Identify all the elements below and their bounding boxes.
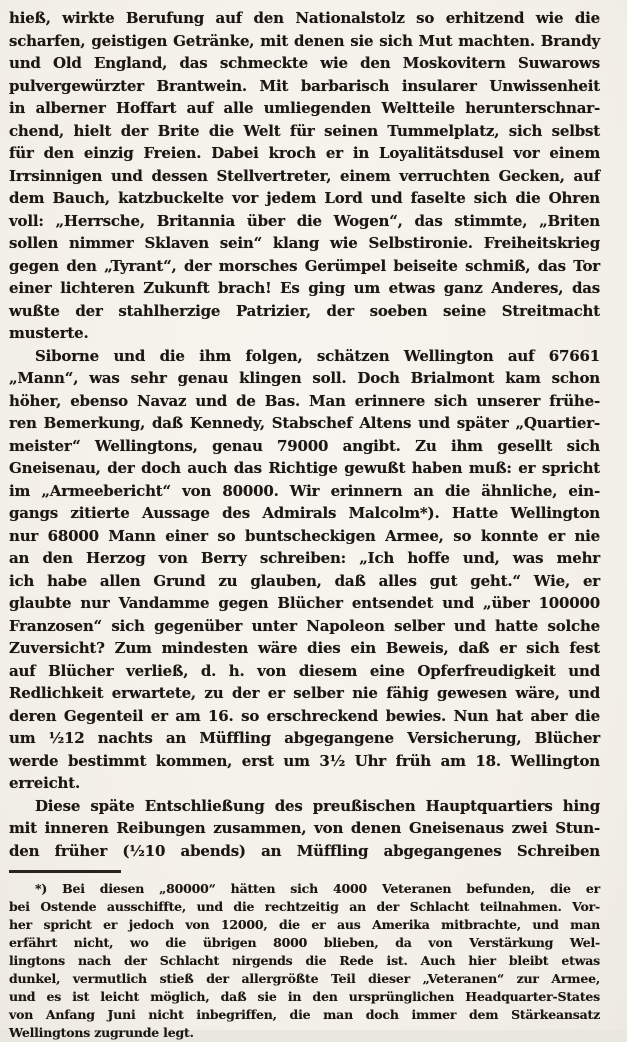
main-text-block <box>9 7 600 862</box>
text-line: Irrsinnigen und dessen Stellvertreter, einem verruchten Gecken, auf <box>9 166 600 185</box>
paragraph <box>9 795 600 863</box>
text-line: dem Bauch, katzbuckelte vor jedem Lord und faselte sich die Ohren <box>9 189 600 207</box>
text-line: und Old England, das schmeckte wie den Moskovitern Suwarows <box>9 54 600 72</box>
text-line: ren Bemerkung, daß Kennedy, Stabschef Altens und später „Quartier- <box>9 414 600 432</box>
text-line: dunkel, vermutlich stieß der allergrößte Teil dieser „Veteranen“ zur Armee, <box>9 971 600 986</box>
text-line: an den Herzog von Berry schreiben: „Ich hoffe und, was mehr <box>9 549 600 567</box>
paragraph <box>9 345 600 795</box>
text-line: Siborne und die ihm folgen, schätzen Wellington auf 67661 <box>35 346 600 365</box>
text-line: „Mann“, was sehr genau klingen soll. Doch Brialmont kam schon <box>9 369 600 387</box>
text-line: mit inneren Reibungen zusammen, von denen Gneisenaus zwei Stun- <box>9 819 600 837</box>
text-line: hieß, wirkte Berufung auf den Nationalstolz so erhitzend wie die <box>9 9 600 27</box>
text-line: erfährt nicht, wo die übrigen 8000 blieben, da von Verstärkung Wel- <box>9 935 600 950</box>
footnote-block <box>9 880 600 1042</box>
paragraph <box>9 880 600 1042</box>
text-line: erreicht. <box>9 774 80 792</box>
text-line: sollen nimmer Sklaven sein“ klang wie Selbstironie. Freiheitskrieg <box>9 234 600 252</box>
text-line: gegen den „Tyrant“, der morsches Gerümpel beiseite schmiß, das Tor <box>9 256 600 275</box>
text-line: glaubte nur Vandamme gegen Blücher entsendet und „über 100000 <box>9 594 600 612</box>
text-line: Zuversicht? Zum mindesten wäre dies ein Beweis, daß er sich fest <box>9 639 600 657</box>
text-line: im „Armeebericht“ von 80000. Wir erinnern an die ähnliche, ein- <box>9 481 600 500</box>
text-line: bei Ostende ausschiffte, und die rechtzeitig an der Schlacht teilnahmen. Vor- <box>9 899 600 914</box>
text-line: von Anfang Juni nicht inbegriffen, die man doch immer dem Stärkeansatz <box>9 1007 600 1022</box>
text-line: werde bestimmt kommen, erst um 3½ Uhr früh am 18. Wellington <box>9 751 600 770</box>
text-line: ich habe allen Grund zu glauben, daß alles gut geht.“ Wie, er <box>9 571 600 590</box>
text-line: den früher (½10 abends) an Müffling abgegangenes Schreiben <box>9 841 600 860</box>
text-line: scharfen, geistigen Getränke, mit denen sie sich Mut machten. Brandy <box>9 31 600 50</box>
text-line: Wellingtons zugrunde legt. <box>9 1025 194 1040</box>
footnote-separator <box>9 870 121 873</box>
text-line: *) Bei diesen „80000“ hätten sich 4000 Veteranen befunden, die er <box>35 881 600 896</box>
text-line: gangs zitierte Aussage des Admirals Malcolm*). Hatte Wellington <box>9 504 600 522</box>
text-line: pulvergewürzter Brantwein. Mit barbarisch insularer Unwissenheit <box>9 76 600 95</box>
text-line: auf Blücher verließ, d. h. von diesem eine Opferfreudigkeit und <box>9 661 600 680</box>
text-line: Diese späte Entschließung des preußischen Hauptquartiers hing <box>35 796 600 815</box>
text-line: und es ist leicht möglich, daß sie in den ursprünglichen Headquarter-States <box>9 989 600 1004</box>
paragraph <box>9 7 600 345</box>
text-line: nur 68000 Mann einer so buntscheckigen Armee, so konnte er nie <box>9 526 600 545</box>
text-line: chend, hielt der Brite die Welt für seinen Tummelplatz, sich selbst <box>9 121 600 140</box>
text-line: um ½12 nachts an Müffling abgegangene Versicherung, Blücher <box>9 729 600 747</box>
text-line: Franzosen“ sich gegenüber unter Napoleon selber und hatte solche <box>9 616 600 635</box>
text-line: für den einzig Freien. Dabei kroch er in Loyalitätsdusel vor einem <box>9 144 600 162</box>
text-line: in alberner Hoffart auf alle umliegenden Weltteile herunterschnar- <box>9 99 600 117</box>
text-line: Redlichkeit erwartete, zu der er selber nie fähig gewesen wäre, und <box>9 684 600 702</box>
text-line: einer lichteren Zukunft brach! Es ging um etwas ganz Anderes, das <box>9 279 600 297</box>
text-line: her spricht er jedoch von 12000, die er aus Amerika mitbrachte, und man <box>9 917 600 932</box>
text-line: meister“ Wellingtons, genau 79000 angibt. Zu ihm gesellt sich <box>9 436 600 455</box>
text-line: höher, ebenso Navaz und de Bas. Man erinnere sich unserer frühe- <box>9 391 600 410</box>
text-line: voll: „Herrsche, Britannia über die Wogen“, das stimmte, „Briten <box>9 211 600 230</box>
text-line: deren Gegenteil er am 16. so erschreckend bewies. Nun hat aber die <box>9 706 600 725</box>
text-line: Gneisenau, der doch auch das Richtige gewußt haben muß: er spricht <box>9 459 600 477</box>
text-line: wußte der stahlherzige Patrizier, der soeben seine Streitmacht musterte. <box>9 301 600 342</box>
text-line: lingtons nach der Schlacht nirgends die Rede ist. Auch hier bleibt etwas <box>9 953 600 968</box>
